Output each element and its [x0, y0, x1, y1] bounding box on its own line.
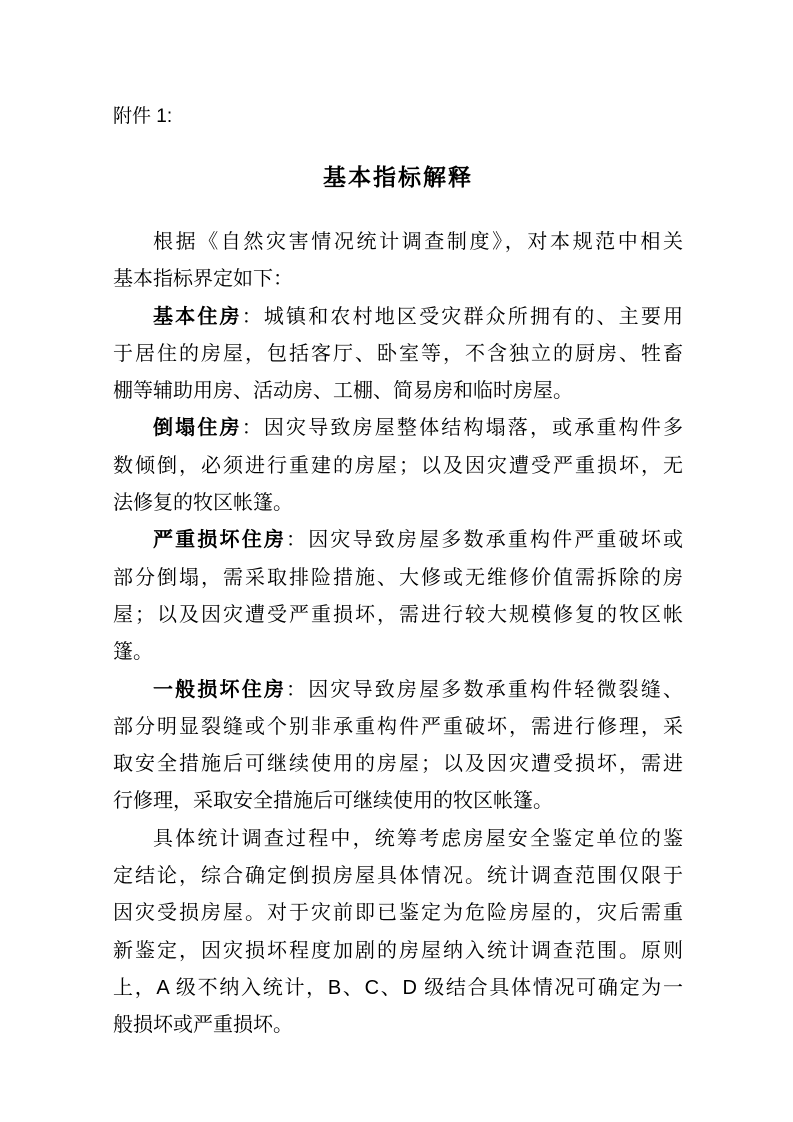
text-line: [113, 224, 683, 261]
document-title: 基本指标解释: [323, 164, 473, 190]
text-line: [113, 448, 683, 485]
line-text: 于居住的房屋，包括客厅、卧室等，不含独立的厨房、牲畜: [113, 342, 683, 365]
line-text: 行修理，采取安全措施后可继续使用的牧区帐篷。: [113, 790, 553, 813]
line-text: 取安全措施后可继续使用的房屋；以及因灾遭受损坏，需进: [113, 753, 683, 776]
line-text: 篷。: [113, 641, 153, 664]
text-line: [113, 933, 683, 970]
line-text: ：因灾导致房屋整体结构塌落，或承重构件多: [241, 417, 684, 440]
text-line: [113, 1007, 683, 1044]
text-line: [113, 672, 683, 709]
text-line: [113, 299, 683, 336]
paragraph-survey-process: [113, 821, 683, 1045]
line-text: ：因灾导致房屋多数承重构件严重破坏或: [286, 529, 684, 552]
paragraph-generally-damaged-housing: [113, 672, 683, 821]
text-line: [113, 597, 683, 634]
term-label: 严重损坏住房: [153, 529, 287, 552]
line-text: 法修复的牧区帐篷。: [113, 492, 293, 515]
line-text: 因灾受损房屋。对于灾前即已鉴定为危险房屋的，灾后需重: [113, 902, 683, 925]
line-text: 上，A 级不纳入统计，B、C、D 级结合具体情况可确定为一: [113, 976, 683, 999]
text-line: [113, 373, 683, 410]
line-text: 具体统计调查过程中，统筹考虑房屋安全鉴定单位的鉴: [153, 827, 683, 850]
line-text: 般损坏或严重损坏。: [113, 1014, 293, 1037]
line-text: ：城镇和农村地区受灾群众所拥有的、主要用: [241, 305, 684, 328]
line-text: ：因灾导致房屋多数承重构件轻微裂缝、: [286, 678, 684, 701]
text-line: [113, 634, 683, 671]
attachment-label: 附件 1:: [113, 106, 173, 127]
line-text: 定结论，综合确定倒损房屋具体情况。统计调查范围仅限于: [113, 865, 683, 888]
text-line: [113, 783, 683, 820]
line-text: 屋；以及因灾遭受严重损坏，需进行较大规模修复的牧区帐: [113, 603, 683, 626]
text-line: [113, 858, 683, 895]
text-line: [113, 895, 683, 932]
text-line: [113, 821, 683, 858]
paragraph-collapsed-housing: [113, 410, 683, 522]
line-text: 棚等辅助用房、活动房、工棚、简易房和临时房屋。: [113, 380, 573, 403]
text-line: [113, 261, 683, 298]
line-text: 根据《自然灾害情况统计调查制度》，对本规范中相关: [153, 231, 683, 253]
text-line: [113, 560, 683, 597]
text-line: [113, 970, 683, 1007]
line-text: 部分明显裂缝或个别非承重构件严重破坏，需进行修理，采: [113, 715, 683, 738]
text-line: [113, 709, 683, 746]
term-label: 倒塌住房: [153, 417, 242, 440]
text-line: [113, 522, 683, 559]
paragraph-intro: [113, 224, 683, 299]
text-line: [113, 336, 683, 373]
text-line: [113, 746, 683, 783]
paragraph-basic-housing: [113, 299, 683, 411]
document-body: [113, 224, 683, 1045]
term-label: 基本住房: [153, 305, 242, 328]
line-text: 数倾倒，必须进行重建的房屋；以及因灾遭受严重损坏，无: [113, 454, 683, 477]
line-text: 基本指标界定如下：: [113, 268, 293, 291]
line-text: 部分倒塌，需采取排险措施、大修或无维修价值需拆除的房: [113, 566, 683, 589]
paragraph-severely-damaged-housing: [113, 522, 683, 671]
term-label: 一般损坏住房: [153, 678, 287, 701]
text-line: [113, 410, 683, 447]
text-line: [113, 485, 683, 522]
line-text: 新鉴定，因灾损坏程度加剧的房屋纳入统计调查范围。原则: [113, 939, 683, 962]
